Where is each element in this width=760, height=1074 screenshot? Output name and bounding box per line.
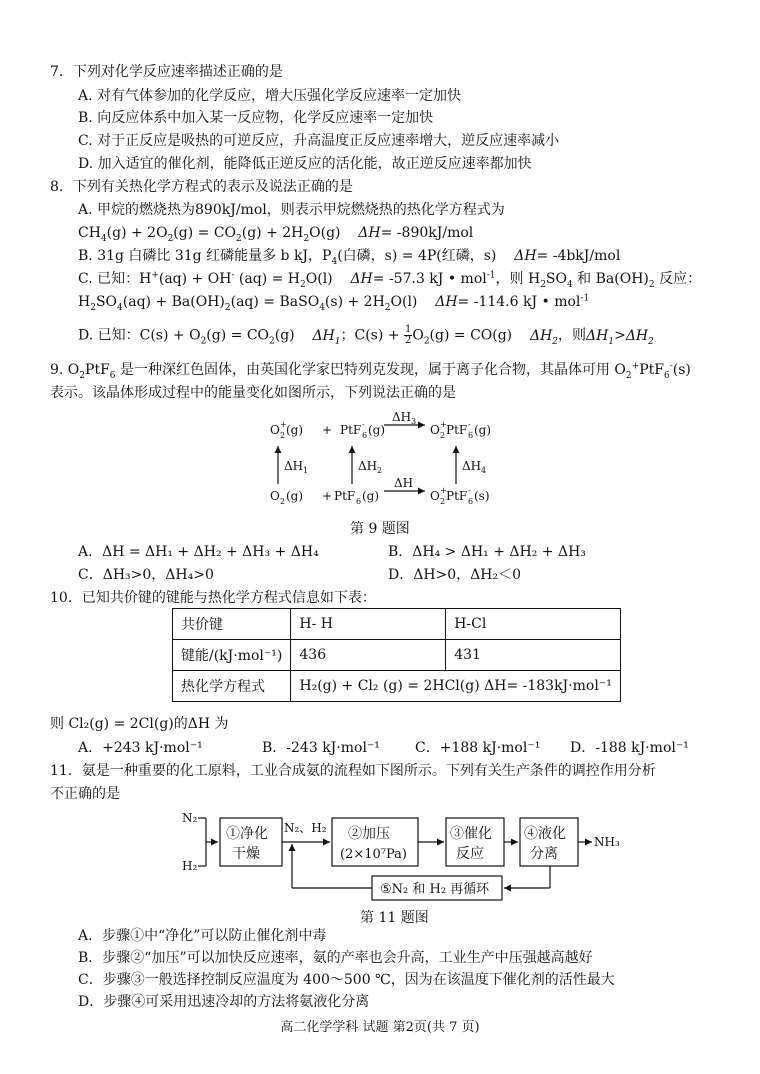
- svg-text:(g): (g): [286, 423, 304, 437]
- q11-figure-caption: 第 11 题图: [360, 910, 429, 926]
- svg-text:NH₃: NH₃: [594, 835, 620, 849]
- svg-text:O: O: [430, 489, 440, 503]
- q7-option-a: A. 对有气体参加的化学反应，增大压强化学反应速率一定加快: [78, 88, 462, 104]
- svg-text:O: O: [270, 489, 280, 503]
- q11-option-c: C．步骤③一般选择控制反应温度为 400～500 ℃，因为在该温度下催化剂的活性最大: [78, 972, 615, 988]
- table-cell: 共价键: [173, 609, 291, 640]
- svg-text:6: 6: [468, 497, 474, 506]
- q9-option-a: A．ΔH = ΔH₁ + ΔH₂ + ΔH₃ + ΔH₄: [78, 544, 319, 560]
- input-n2: N₂: [182, 811, 198, 825]
- svg-text:PtF: PtF: [446, 423, 468, 437]
- q9-energy-cycle-diagram: [260, 408, 500, 510]
- table-cell: H₂(g) + Cl₂ (g) = 2HCl(g) ΔH= -183kJ·mol⁻¹: [291, 671, 620, 702]
- svg-text:④液化: ④液化: [524, 826, 566, 842]
- q8-option-a-equation: $CH_4(g) + 2O_2(g) = CO_2(g) + 2H_2O(g)$ ΔH= -890kJ/mol: [78, 225, 474, 244]
- q7-option-d: D. 加入适宜的催化剂，能降低正逆反应的活化能，故正逆反应速率都加快: [78, 156, 532, 172]
- svg-text:ΔH: ΔH: [358, 459, 378, 473]
- svg-text:PtF: PtF: [340, 423, 362, 437]
- q10-stem: 10．已知共价键的键能与热化学方程式信息如下表：: [50, 590, 376, 606]
- table-cell: 436: [291, 640, 446, 671]
- q9-option-d: D．ΔH>0，ΔH₂＜0: [388, 567, 522, 583]
- ammonia-process-flowchart: [170, 808, 630, 908]
- q9-option-c: C．ΔH₃>0，ΔH₄>0: [78, 567, 214, 583]
- input-h2: H₂: [182, 859, 198, 873]
- svg-text:2: 2: [280, 497, 286, 506]
- q11-stem: 11．氨是一种重要的化工原料，工业合成氨的流程如下图所示。下列有关生产条件的调控作用分析: [50, 763, 656, 779]
- bond-energy-table: [172, 608, 621, 702]
- q8-option-c: C. 已知：H+(aq) + OH- $(aq) = H_2O(l)$ ΔH= -57.3 kJ • mol$^{-1}$，则 $H_2SO_4$ 和 $Ba(OH)_2$ 反应：: [78, 270, 702, 290]
- svg-text:ΔH: ΔH: [392, 410, 412, 424]
- q9-option-b: B．ΔH₄ > ΔH₁ + ΔH₂ + ΔH₃: [388, 544, 586, 560]
- q10-option-a: A．+243 kJ·mol⁻¹: [78, 740, 203, 756]
- svg-text:6: 6: [356, 497, 362, 506]
- svg-text:ΔH: ΔH: [284, 459, 304, 473]
- svg-text:干燥: 干燥: [232, 846, 260, 862]
- svg-text:2: 2: [280, 431, 286, 440]
- q8-option-d: D. 已知：$C(s) + O_2(g) = CO_2(g)$ $\Delta H_1$；C(s) + $\frac{1}{2}$ $O_2(g) = CO(g)$ $\Delta H_2$，则$\Delta H_1>\Delta H_2$: [78, 324, 654, 347]
- q11-option-d: D．步骤④可采用迅速冷却的方法将氨液化分离: [78, 994, 370, 1010]
- q9-stem: 9. $O_2PtF_6$ 是一种深红色固体，由英国化学家巴特列克发现，属于离子化合物，其晶体可用 $O_2^+PtF_6^-(s)$: [50, 361, 691, 381]
- svg-text:②加压: ②加压: [348, 826, 390, 842]
- svg-text:③催化: ③催化: [450, 826, 492, 842]
- svg-text:+: +: [440, 486, 447, 495]
- svg-text:-: -: [468, 486, 471, 495]
- q11-option-b: B．步骤②“加压”可以加快反应速率，氨的产率也会升高，工业生产中压强越高越好: [78, 950, 593, 966]
- svg-text:(g): (g): [474, 423, 492, 437]
- svg-text:O: O: [430, 423, 440, 437]
- svg-text:ΔH: ΔH: [462, 459, 482, 473]
- q8-option-b: B. 31g 白磷比 31g 红磷能量多 b kJ，$P_4$(白磷，s) = 4P(红磷，s) ΔH= -4bkJ/mol: [78, 248, 621, 267]
- svg-text:+: +: [322, 489, 333, 503]
- q11-stem-line2: 不正确的是: [50, 786, 120, 802]
- q10-option-d: D．-188 kJ·mol⁻¹: [570, 740, 689, 756]
- svg-text:6: 6: [468, 431, 474, 440]
- q7-stem: 7．下列对化学反应速率描述正确的是: [50, 64, 283, 80]
- q10-option-b: B．-243 kJ·mol⁻¹: [262, 740, 380, 756]
- svg-text:1: 1: [303, 466, 309, 475]
- svg-text:2: 2: [440, 497, 446, 506]
- table-cell: 431: [446, 640, 621, 671]
- svg-text:PtF: PtF: [334, 489, 356, 503]
- svg-text:+: +: [280, 420, 287, 429]
- svg-text:4: 4: [481, 466, 487, 475]
- svg-text:①净化: ①净化: [226, 826, 268, 842]
- q10-option-c: C．+188 kJ·mol⁻¹: [415, 740, 541, 756]
- table-row: [173, 640, 621, 671]
- svg-text:+: +: [322, 423, 333, 437]
- svg-text:-: -: [362, 420, 365, 429]
- svg-text:O: O: [270, 423, 280, 437]
- table-cell: 热化学方程式: [173, 671, 291, 702]
- svg-text:(s): (s): [474, 489, 490, 503]
- q8-option-a-text: A. 甲烷的燃烧热为890kJ/mol，则表示甲烷燃烧热的热化学方程式为: [78, 202, 505, 218]
- svg-text:3: 3: [411, 417, 417, 426]
- q11-option-a: A．步骤①中“净化”可以防止催化剂中毒: [78, 928, 327, 944]
- table-cell: 键能/(kJ·mol⁻¹): [173, 640, 291, 671]
- svg-text:⑤N₂ 和 H₂ 再循环: ⑤N₂ 和 H₂ 再循环: [380, 882, 490, 897]
- svg-text:分离: 分离: [530, 846, 558, 862]
- svg-text:反应: 反应: [456, 846, 484, 862]
- svg-text:(g): (g): [368, 423, 386, 437]
- svg-text:-: -: [468, 420, 471, 429]
- q9-figure-caption: 第 9 题图: [350, 521, 410, 537]
- svg-text:(2×10⁷Pa): (2×10⁷Pa): [340, 847, 407, 862]
- table-row: [173, 609, 621, 640]
- svg-text:ΔH: ΔH: [394, 476, 414, 490]
- q9-stem-line2: 表示。该晶体形成过程中的能量变化如图所示，下列说法正确的是: [50, 385, 456, 401]
- svg-text:6: 6: [362, 431, 368, 440]
- table-cell: H-Cl: [446, 609, 621, 640]
- table-row: [173, 671, 621, 702]
- svg-text:(g): (g): [362, 489, 380, 503]
- svg-text:2: 2: [377, 466, 383, 475]
- q7-option-b: B. 向反应体系中加入某一反应物，化学反应速率一定加快: [78, 110, 434, 126]
- page-footer: 高二化学学科 试题 第2页(共 7 页): [280, 1020, 480, 1035]
- q8-option-c-equation: $H_2SO_4(aq) + Ba(OH)_2(aq)$ = BaSO$_4$(s) + $2H_2O(l)$ ΔH= -114.6 kJ • mol$^{-1}$: [78, 293, 590, 313]
- q7-option-c: C. 对于正反应是吸热的可逆反应，升高温度正反应速率增大，逆反应速率减小: [78, 133, 560, 149]
- svg-text:2: 2: [440, 431, 446, 440]
- svg-text:+: +: [440, 420, 447, 429]
- svg-text:(g): (g): [286, 489, 304, 503]
- svg-text:PtF: PtF: [446, 489, 468, 503]
- q8-stem: 8．下列有关热化学方程式的表示及说法正确的是: [50, 179, 353, 195]
- q10-question: 则 Cl₂(g) = 2Cl(g)的ΔH 为: [50, 716, 229, 732]
- table-cell: H- H: [291, 609, 446, 640]
- svg-text:N₂、H₂: N₂、H₂: [284, 821, 327, 835]
